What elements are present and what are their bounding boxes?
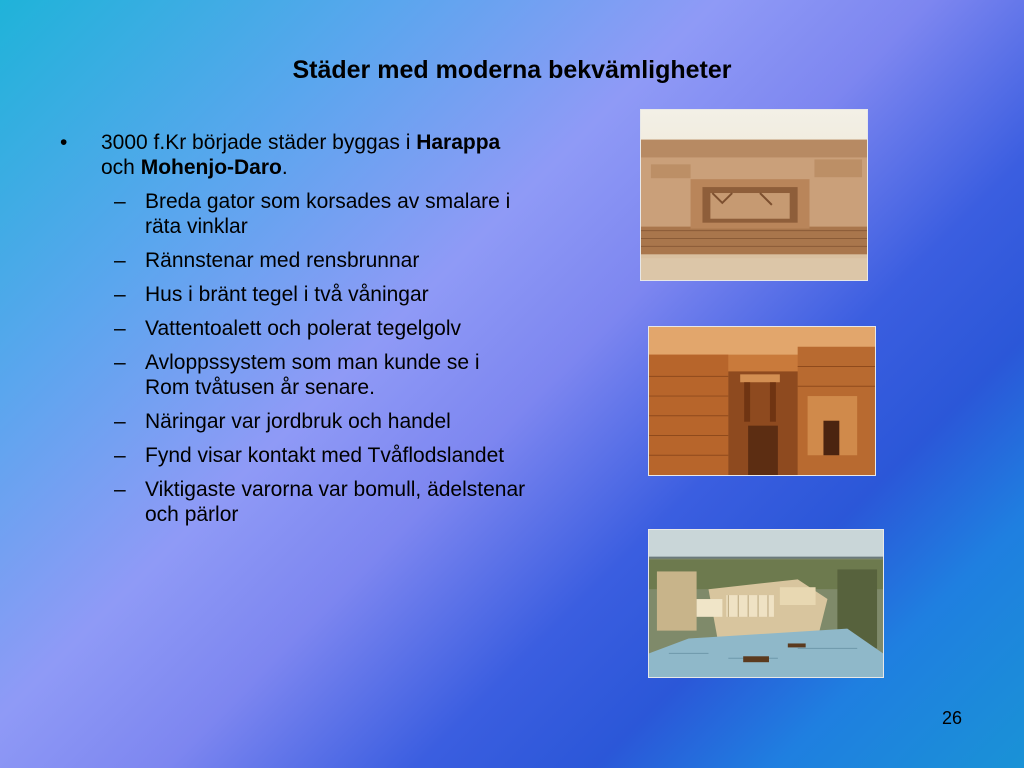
sub-bullet-item: – Näringar var jordbruk och handel [114,410,451,433]
bullet-marker: • [60,131,68,154]
sub-bullet-item: – Fynd visar kontakt med Tvåflodslandet [114,444,505,467]
sub-bullet-item: – Rännstenar med rensbrunnar [114,249,420,272]
slide-title: Städer med moderna bekvämligheter [292,56,732,84]
harbor-city-illustration [648,529,884,678]
bullet-list [56,130,526,536]
harappa-term: Harappa [416,131,501,154]
mohenjo-daro-term: Mohenjo-Daro [140,156,282,179]
sub-bullet-item: – Vattentoalett och polerat tegelgolv [114,317,461,340]
bullet-text: 3000 f.Kr började städer byggas i Harappa och Mohenjo-Daro. [101,131,501,179]
brick-street-ruins-photo [648,326,876,476]
sub-bullet-item: – Breda gator som korsades av smalare i räta vinklar [114,190,511,238]
sub-bullet-item: – Hus i bränt tegel i två våningar [114,283,429,306]
great-bath-ruins-photo [640,109,868,281]
sub-bullet-item: – Viktigaste varorna var bomull, ädelstenar och pärlor [114,478,526,526]
page-number: 26 [941,708,962,728]
bullet-item-main [56,130,526,180]
sub-bullet-item: – Avloppssystem som man kunde se i Rom tvåtusen år senare. [114,351,480,399]
